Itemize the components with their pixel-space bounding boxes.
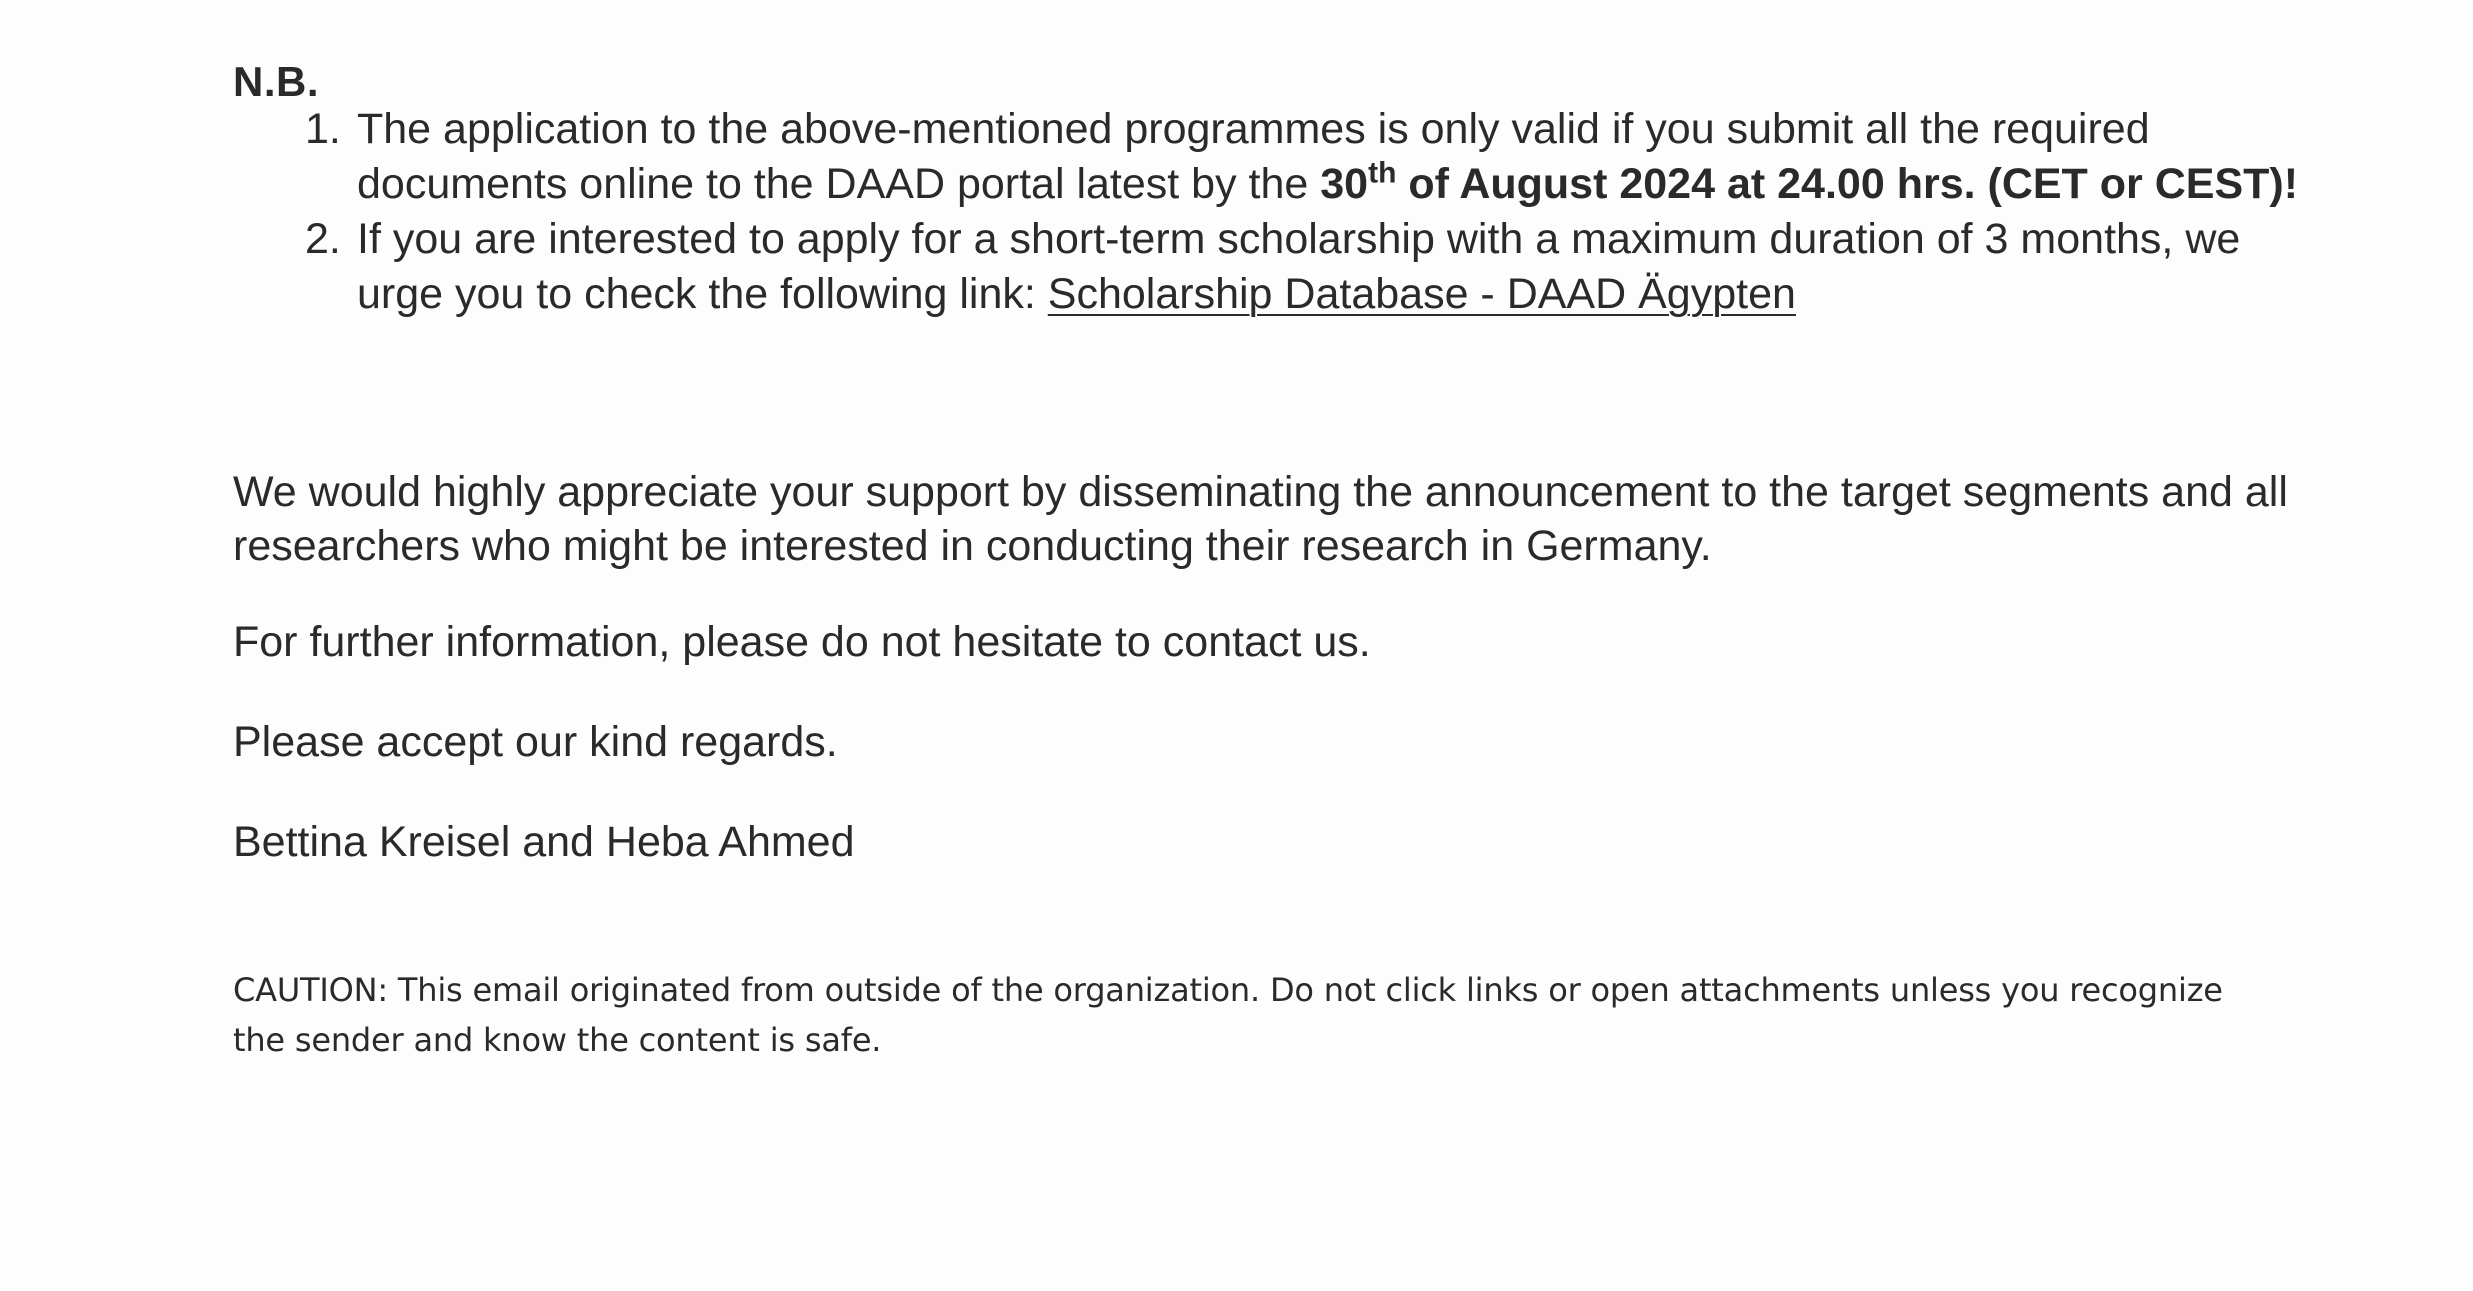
deadline-text: The application to the above-mentioned programmes is only valid if you submit all the required documents online to the DAAD portal latest by the: [357, 105, 2150, 208]
regards-paragraph: Please accept our kind regards.: [233, 718, 838, 766]
nb-heading: N.B.: [233, 58, 319, 105]
support-paragraph: We would highly appreciate your support by disseminating the announcement to the target segments and all researchers who might be interested in conducting their research in Germany.: [233, 468, 2288, 570]
list-item-number: 1.: [305, 105, 341, 153]
signature: Bettina Kreisel and Heba Ahmed: [233, 818, 855, 866]
list-item: [305, 102, 2305, 212]
deadline-day-suffix: th: [1368, 156, 1397, 190]
nb-list: [305, 102, 2305, 322]
list-item: [305, 212, 2305, 322]
scholarship-database-link[interactable]: Scholarship Database - DAAD Ägypten: [1047, 270, 1796, 318]
deadline-day: 30: [1320, 160, 1369, 208]
caution-notice: CAUTION: This email originated from outside of the organization. Do not click links or open attachments unless you recognize the sender and know the content is safe.: [233, 971, 2223, 1059]
list-item-number: 2.: [305, 215, 341, 263]
further-info-paragraph: For further information, please do not hesitate to contact us.: [233, 618, 1371, 666]
deadline-date: of August 2024 at 24.00 hrs. (CET or CEST)!: [1396, 160, 2299, 208]
short-term-text: If you are interested to apply for a short-term scholarship with a maximum duration of 3 months, we urge you to check the following link:: [357, 215, 2241, 318]
